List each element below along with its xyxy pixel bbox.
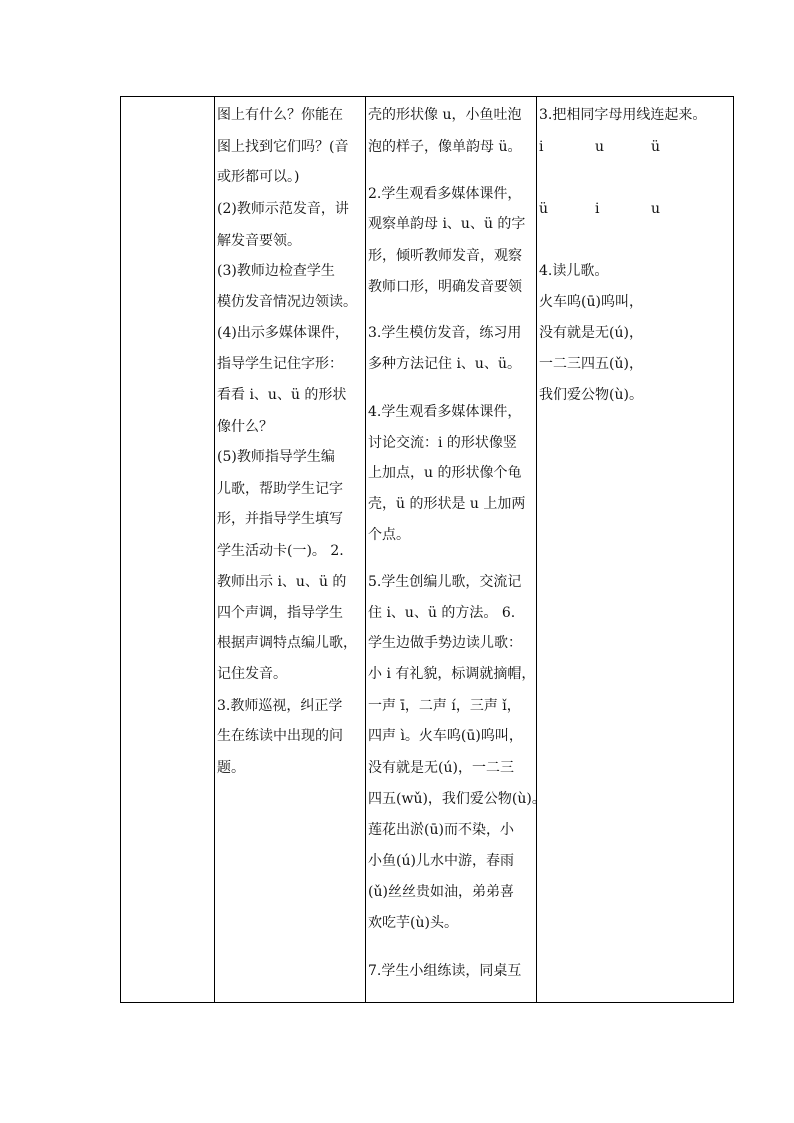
text-line: 泡的样子，像单韵母 ü。 <box>368 139 522 155</box>
text-line: 记住发音。 <box>217 666 287 682</box>
text-line: 个点。 <box>368 527 410 543</box>
student-activity-cell <box>366 97 546 1002</box>
text-line: (2)教师示范发音，讲 <box>217 201 349 217</box>
text-line: 四五(wǔ)，我们爱公物(ù)。 <box>368 791 546 807</box>
text-line: 7.学生小组练读，同桌互 <box>368 963 522 979</box>
text-line: 壳，ü 的形状是 u 上加两 <box>368 496 526 512</box>
text-line: 形，并指导学生填写 <box>217 511 343 527</box>
text-line: 小鱼(ú)儿水中游，春雨 <box>368 853 514 869</box>
text-line: 形，倾听教师发音，观察 <box>368 248 522 264</box>
text-line: 上加点，u 的形状像个龟 <box>368 465 522 481</box>
text-line: 2.学生观看多媒体课件， <box>368 186 522 202</box>
poem-line: 我们爱公物(ù)。 <box>539 387 643 403</box>
text-line: 四声 ì。火车呜(ū)呜叫， <box>368 728 523 744</box>
text-line: 图上找到它们吗？(音 <box>217 139 349 155</box>
text-line: 学生活动卡(一)。 2. <box>217 543 344 559</box>
teacher-activity-cell <box>215 97 366 1002</box>
text-line: (ǔ)丝丝贵如油，弟弟喜 <box>368 884 514 900</box>
letter: u <box>595 139 605 155</box>
text-line: (5)教师指导学生编 <box>217 449 335 465</box>
text-line: 解发音要领。 <box>217 233 301 249</box>
text-line: 题。 <box>217 760 245 776</box>
text-line: 学生边做手势边读儿歌： <box>368 635 522 651</box>
text-line: 根据声调特点编儿歌， <box>217 635 357 651</box>
text-line: 4.学生观看多媒体课件， <box>368 404 522 420</box>
poem-line: 一二三四五(ǔ)， <box>539 356 643 372</box>
letter: ü <box>539 201 549 217</box>
text-line: 住 i、u、ü 的方法。 6. <box>368 605 516 621</box>
text-line: 没有就是无(ú)，一二三 <box>368 760 514 776</box>
text-line: 壳的形状像 u，小鱼吐泡 <box>368 107 522 123</box>
text-line: 5.学生创编儿歌，交流记 <box>368 574 522 590</box>
text-line: 观察单韵母 i、u、ü 的字 <box>368 216 526 232</box>
text-line: 教师出示 i、u、ü 的 <box>217 574 347 590</box>
text-line: 模仿发音情况边领读。 <box>217 294 357 310</box>
text-line: 小 i 有礼貌，标调就摘帽， <box>368 666 536 682</box>
practice-cell <box>537 97 733 1002</box>
text-line: 指导学生记住字形： <box>217 356 343 372</box>
text-line: 教师口形，明确发音要领 <box>368 279 522 295</box>
text-line: (4)出示多媒体课件， <box>217 325 349 341</box>
poem-line: 没有就是无(ú)， <box>539 325 643 341</box>
text-line: (3)教师边检查学生 <box>217 263 335 279</box>
text-line: 生在练读中出现的问 <box>217 728 343 744</box>
letter: i <box>595 201 600 217</box>
text-line: 一声 ī，二声 í，三声 ǐ， <box>368 698 521 714</box>
text-line: 四个声调，指导学生 <box>217 605 343 621</box>
text-line: 多种方法记住 i、u、ü。 <box>368 356 521 372</box>
text-line: 3.学生模仿发音，练习用 <box>368 325 522 341</box>
text-line: 像什么？ <box>217 419 273 435</box>
letter: ü <box>651 139 661 155</box>
text-line: 3.教师巡视，纠正学 <box>217 698 343 714</box>
poem-line: 火车呜(ū)呜叫， <box>539 294 643 310</box>
poem-title: 4.读儿歌。 <box>539 263 609 279</box>
text-line: 看看 i、u、ü 的形状 <box>217 387 347 403</box>
table-cell-empty <box>121 97 215 1002</box>
text-line: 讨论交流：i 的形状像竖 <box>368 435 517 451</box>
text-line: 儿歌，帮助学生记字 <box>217 481 343 497</box>
letter: i <box>539 139 544 155</box>
exercise-title: 3.把相同字母用线连起来。 <box>539 107 707 123</box>
lesson-table <box>120 96 734 1003</box>
text-line: 或形都可以。) <box>217 169 300 185</box>
text-line: 莲花出淤(ū)而不染，小 <box>368 822 514 838</box>
text-line: 图上有什么？你能在 <box>217 107 343 123</box>
letter: u <box>651 201 661 217</box>
text-line: 欢吃芋(ù)头。 <box>368 915 458 931</box>
